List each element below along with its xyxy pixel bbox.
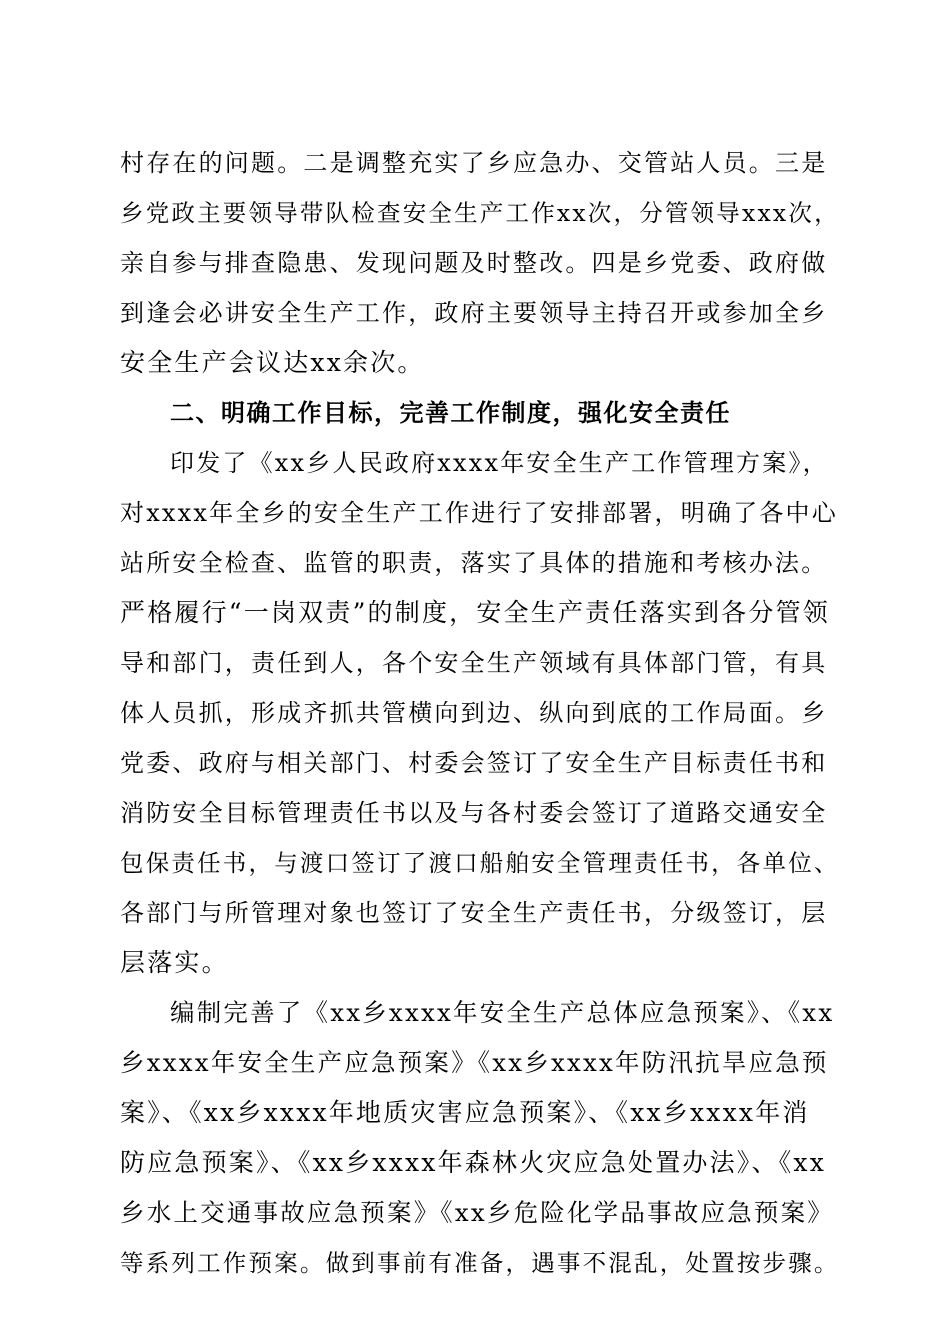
paragraph-3-line-3: 案》、《xx乡xxxx年地质灾害应急预案》、《xx乡xxxx年消 [120, 1098, 810, 1127]
paragraph-3-line-2: 乡xxxx年安全生产应急预案》《xx乡xxxx年防汛抗旱应急预 [120, 1048, 829, 1077]
paragraph-3-line-5: 乡水上交通事故应急预案》《xx乡危险化学品事故应急预案》 [120, 1198, 834, 1227]
paragraph-2-line-7: 党委、政府与相关部门、村委会签订了安全生产目标责任书和 [120, 749, 828, 777]
paragraph-1-line-1: 村存在的问题。二是调整充实了乡应急办、交管站人员。三是 [120, 149, 828, 177]
paragraph-3-line-1: 编制完善了《xx乡xxxx年安全生产总体应急预案》、《xx [170, 998, 835, 1027]
paragraph-2-line-5: 导和部门，责任到人，各个安全生产领域有具体部门管，有具 [120, 649, 828, 677]
paragraph-2-line-8: 消防安全目标管理责任书以及与各村委会签订了道路交通安全 [120, 799, 828, 827]
paragraph-1-line-4: 到逢会必讲安全生产工作，政府主要领导主持召开或参加全乡 [120, 299, 828, 327]
paragraph-3-line-4: 防应急预案》、《xx乡xxxx年森林火灾应急处置办法》、《xx [120, 1148, 826, 1177]
paragraph-2-line-6: 体人员抓，形成齐抓共管横向到边、纵向到底的工作局面。乡 [120, 699, 828, 727]
paragraph-1-line-5: 安全生产会议达xx余次。 [120, 348, 425, 377]
paragraph-2-line-10: 各部门与所管理对象也签订了安全生产责任书，分级签订，层 [120, 899, 828, 927]
paragraph-3-line-6: 等系列工作预案。做到事前有准备，遇事不混乱，处置按步骤。 [120, 1249, 840, 1277]
paragraph-2-line-2: 对xxxx年全乡的安全生产工作进行了安排部署，明确了各中心 [120, 499, 838, 527]
paragraph-1-line-3: 亲自参与排查隐患、发现问题及时整改。四是乡党委、政府做 [120, 249, 828, 277]
paragraph-2-line-1: 印发了《xx乡人民政府xxxx年安全生产工作管理方案》， [170, 449, 829, 477]
paragraph-2-line-3: 站所安全检查、监管的职责，落实了具体的措施和考核办法。 [120, 549, 828, 577]
paragraph-1-line-2: 乡党政主要领导带队检查安全生产工作xx次，分管领导xxx次， [120, 199, 840, 227]
paragraph-2-line-11: 层落实。 [120, 948, 229, 977]
section-heading: 二、明确工作目标，完善工作制度，强化安全责任 [170, 399, 731, 427]
paragraph-2-line-4: 严格履行“一岗双责”的制度，安全生产责任落实到各分管领 [120, 598, 830, 627]
paragraph-2-line-9: 包保责任书，与渡口签订了渡口船舶安全管理责任书，各单位、 [120, 849, 840, 877]
